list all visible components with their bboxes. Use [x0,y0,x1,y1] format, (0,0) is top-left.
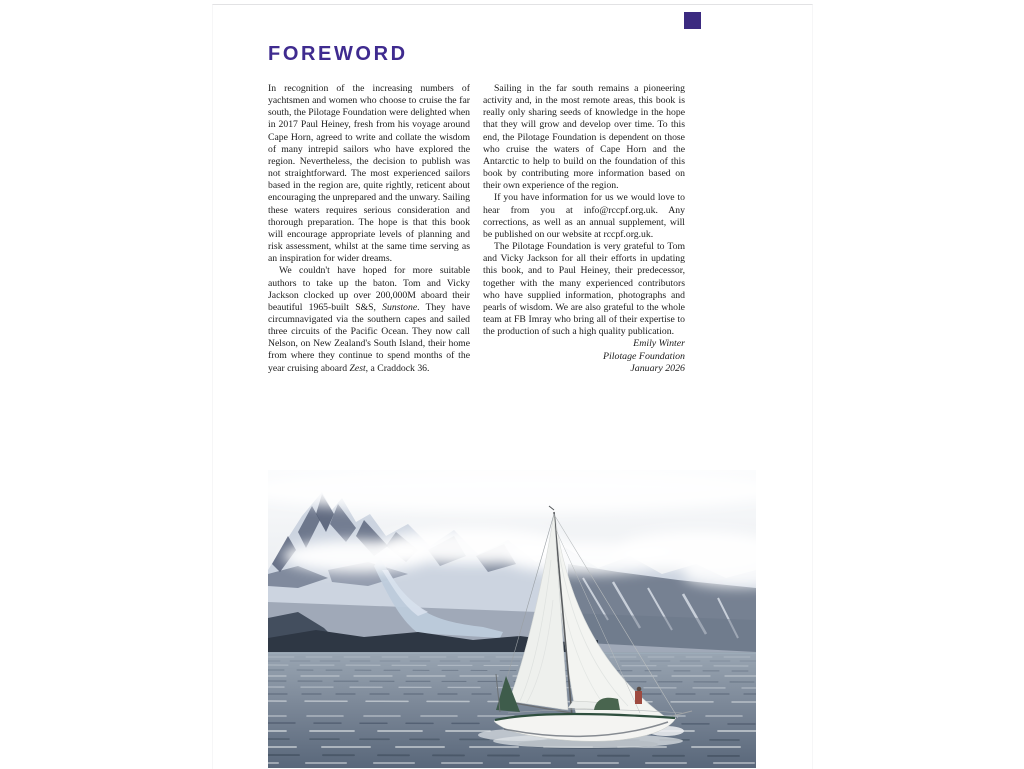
crew-figure [635,691,642,704]
paragraph-text: , a Craddock 36. [365,362,430,374]
text-columns [268,83,686,375]
paragraph-authors [268,265,470,374]
book-page [212,4,813,769]
paragraph-thanks: The Pilotage Foundation is very grateful to Tom and Vicky Jackson for all their efforts in updating this book, and to Paul Heiney, their predecessor, together with the many experienced contributors who have supplied information, photographs and pearls of wisdom. We are also grateful to the whole team at FB Imray who bring all of their expertise to the production of such a high quality publication. [483,241,685,338]
page-title: FOREWORD [268,43,408,65]
corner-accent-square [684,12,701,29]
signature-date: January 2026 [630,362,685,374]
boat-name-zest: Zest [349,362,366,374]
paragraph-contact: If you have information for us we would love to hear from you at info@rccpf.org.uk. Any corrections, as well as an annual supplement, will be published on our website at rccpf.org.uk. [483,192,685,240]
column-1 [268,83,470,375]
paragraph-pioneering: Sailing in the far south remains a pioneering activity and, in the most remote areas, this book is really only sharing seeds of knowledge in the hope that they will grow and develop over time. To this end, the Pilotage Foundation is dependent on those who cruise the waters of Cape Horn and the Antarctic to help to build on the foundation of this book by contributing more information based on their own experience of the region. [483,83,685,192]
signature-org: Pilotage Foundation [602,350,685,362]
yacht-photo [268,470,756,768]
boat-name-sunstone: Sunstone [382,301,418,313]
signature-block [483,338,685,375]
paragraph-intro: In recognition of the increasing numbers of yachtsmen and women who choose to cruise the far south, the Pilotage Foundation were delighted when in 2017 Paul Heiney, fresh from his voyage around Cape Horn, agreed to write and collate the wisdom of many intrepid sailors who have explored the region. Nevertheless, the decision to publish was not straightforward. The most experienced sailors based in the region are, quite rightly, reticent about encouraging the unprepared and the unwary. Sailing these waters requires serious consideration and thorough preparation. The hope is that this book will encourage appropriate levels of planning and risk assessment, whilst at the same time serving as an inspiration for wider dreams. [268,83,470,265]
signature-name: Emily Winter [633,338,685,350]
paragraph-text: . They have circumnavigated via the southern capes and sailed three circuits of the Pacific Ocean. They now call Nelson, on New Zealand's South Island, their home from where they continue to spend months of the year cruising aboard [268,301,470,374]
crew-head [637,687,642,692]
column-2 [483,83,685,375]
paragraph-text: We couldn't have hoped for more suitable authors to take up the baton. Tom and Vicky Jackson clocked up over 200,000M aboard their beautiful 1965-built S&S, [268,265,470,313]
